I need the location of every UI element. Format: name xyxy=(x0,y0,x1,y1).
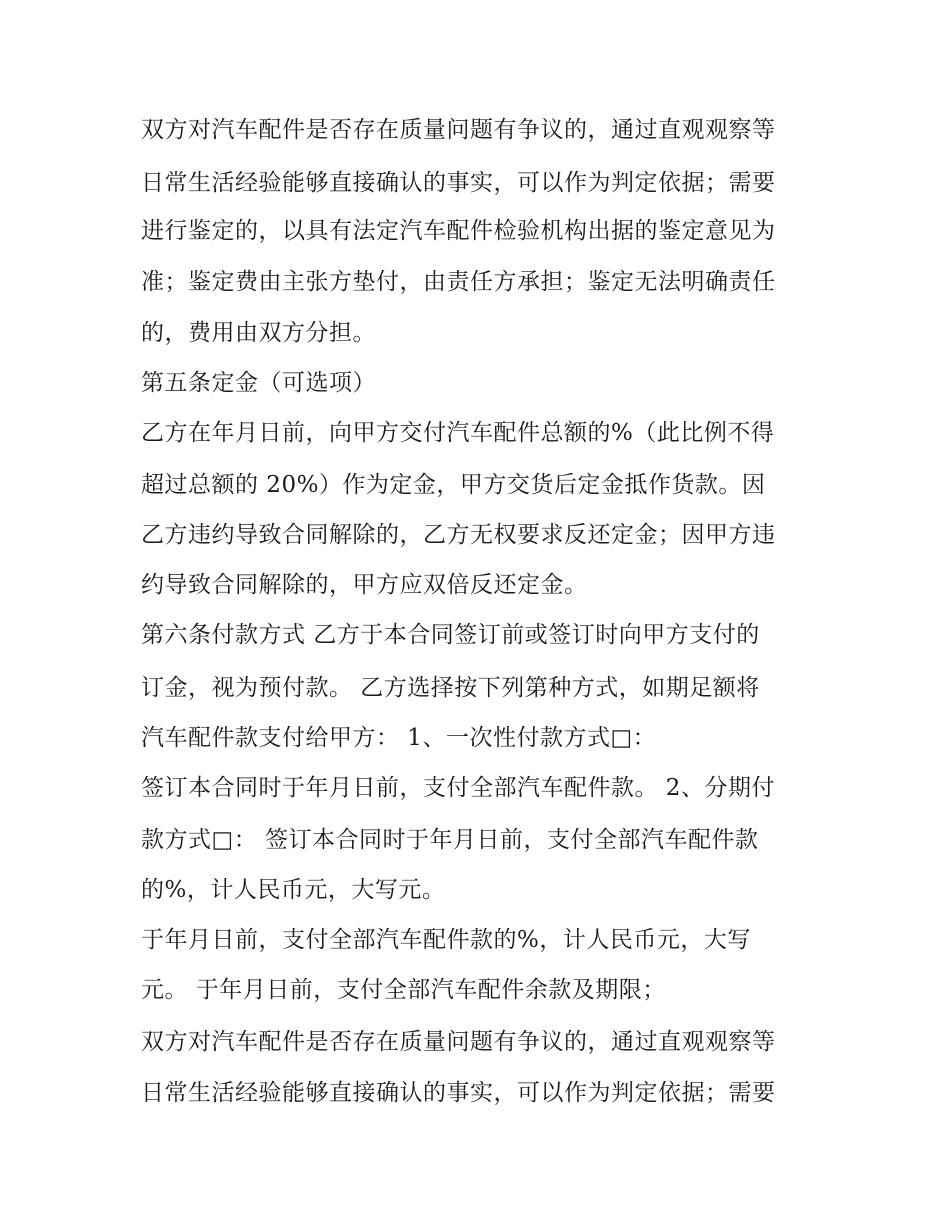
text-line: 的，费用由双方分担。 xyxy=(141,320,376,346)
text-line: 日常生活经验能够直接确认的事实，可以作为判定依据；需要 xyxy=(141,170,776,196)
text-line: 于年月日前，支付全部汽车配件款的%，计人民币元，大写 xyxy=(141,927,751,953)
text-line: 款方式□： 签订本合同时于年月日前，支付全部汽车配件款 xyxy=(141,827,759,853)
text-line: 订金，视为预付款。 乙方选择按下列第种方式，如期足额将 xyxy=(141,675,760,701)
text-line: 的%，计人民币元，大写元。 xyxy=(141,877,446,903)
text-line: 乙方违约导致合同解除的，乙方无权要求反还定金；因甲方违 xyxy=(141,522,776,548)
text-line: 元。 于年月日前，支付全部汽车配件余款及期限； xyxy=(141,977,666,1003)
section-heading: 第五条定金（可选项） xyxy=(141,370,376,396)
text-line: 第六条付款方式 乙方于本合同签订前或签订时向甲方支付的 xyxy=(141,622,760,648)
text-line: 进行鉴定的，以具有法定汽车配件检验机构出据的鉴定意见为 xyxy=(141,218,776,244)
text-line: 日常生活经验能够直接确认的事实，可以作为判定依据；需要 xyxy=(141,1080,776,1106)
text-line: 约导致合同解除的，甲方应双倍反还定金。 xyxy=(141,572,588,598)
text-line: 准；鉴定费由主张方垫付，由责任方承担；鉴定无法明确责任 xyxy=(141,269,776,295)
text-line: 乙方在年月日前，向甲方交付汽车配件总额的%（此比例不得 xyxy=(141,420,775,446)
text-line: 超过总额的 20%）作为定金，甲方交货后定金抵作货款。因 xyxy=(141,472,766,498)
text-line: 双方对汽车配件是否存在质量问题有争议的，通过直观观察等 xyxy=(141,1029,776,1055)
text-line: 签订本合同时于年月日前，支付全部汽车配件款。 2、分期付 xyxy=(141,775,775,801)
text-line: 双方对汽车配件是否存在质量问题有争议的，通过直观观察等 xyxy=(141,117,776,143)
text-line: 汽车配件款支付给甲方： 1、一次性付款方式□： xyxy=(141,725,657,751)
